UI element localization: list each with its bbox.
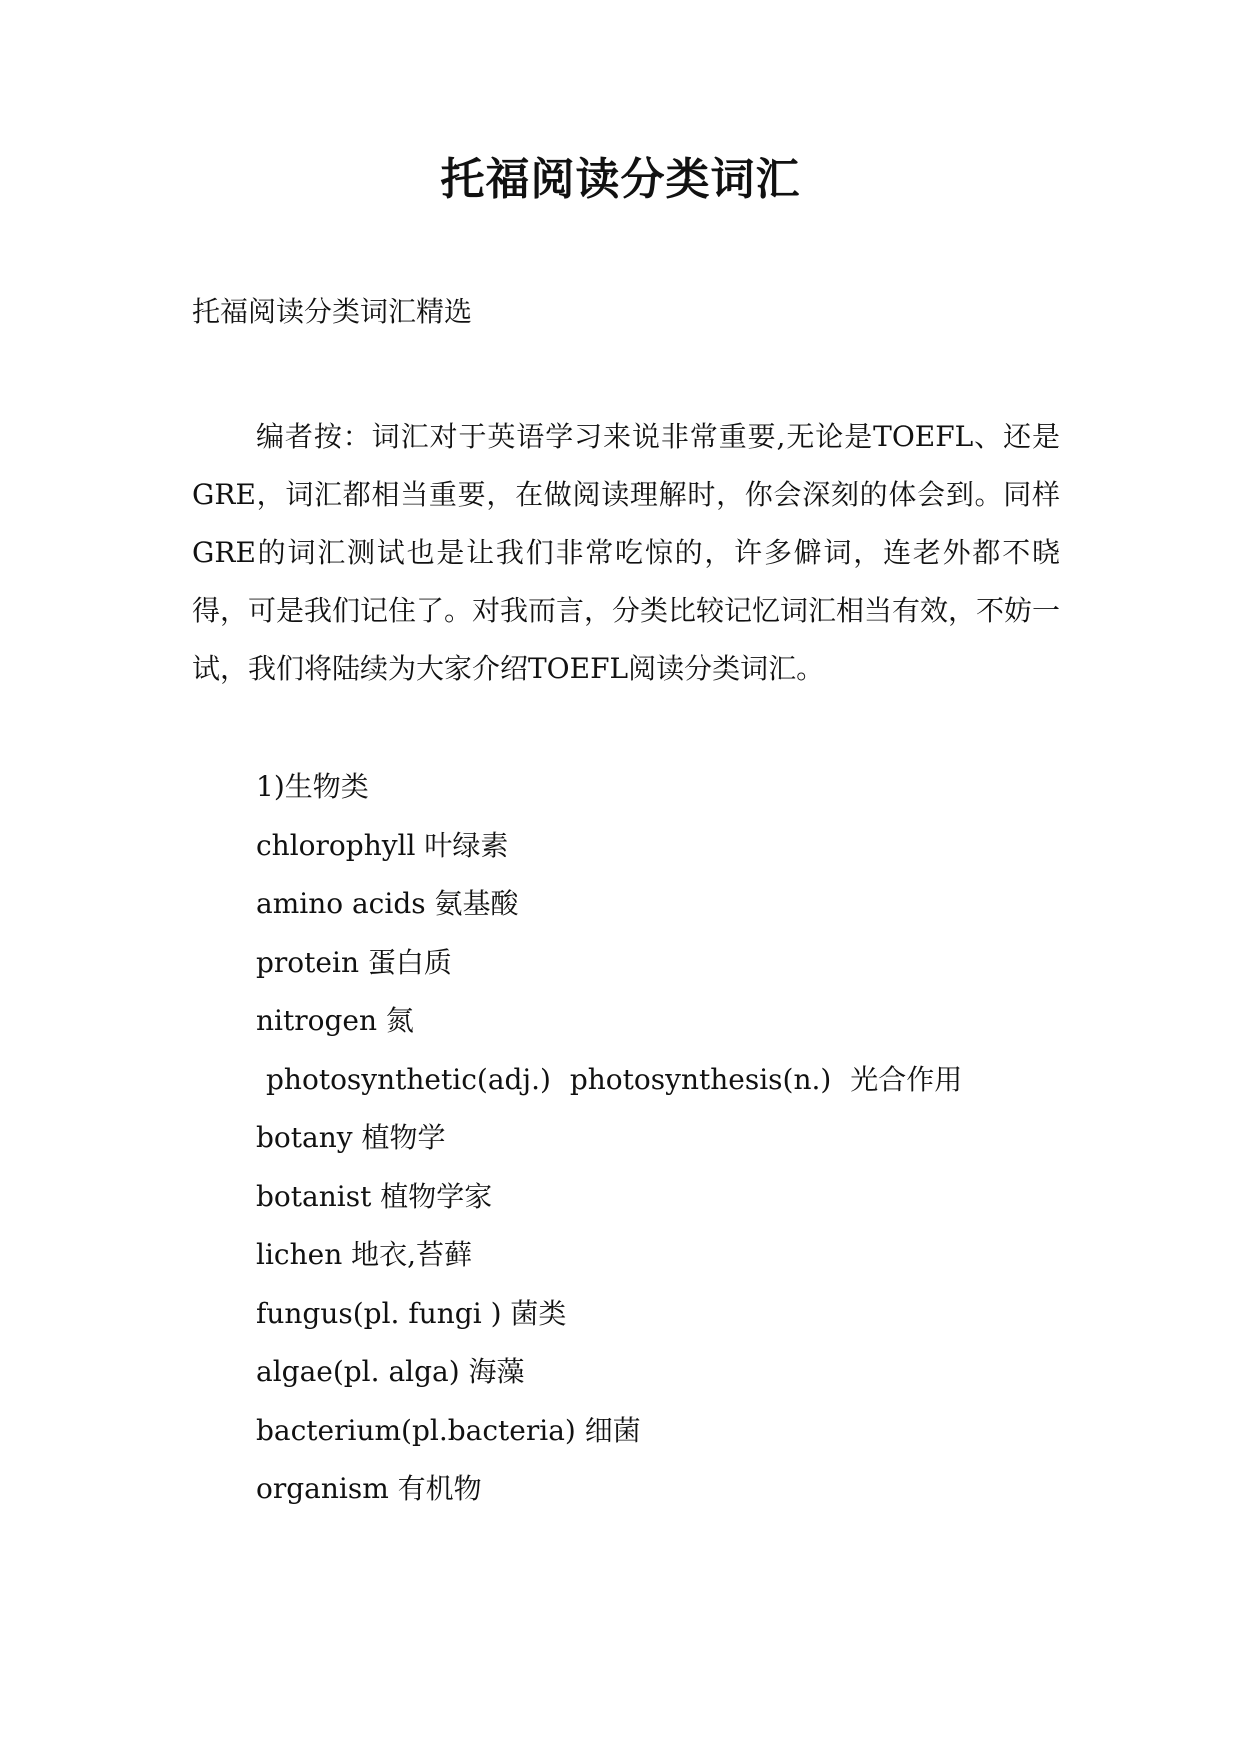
vocabulary-list bbox=[192, 758, 1060, 1519]
vocab-entry: chlorophyll 叶绿素 bbox=[256, 828, 509, 862]
vocab-entry: fungus(pl. fungi ) 菌类 bbox=[256, 1296, 567, 1330]
vocab-entry: bacterium(pl.bacteria) 细菌 bbox=[256, 1413, 641, 1447]
vocab-entry: lichen 地衣,苔藓 bbox=[256, 1238, 473, 1271]
section-heading: 1)生物类 bbox=[256, 770, 369, 803]
vocab-entry-text: photosynthetic(adj.) photosynthesis(n.) 光合作用 bbox=[266, 1062, 963, 1096]
vocab-entry: organism 有机物 bbox=[256, 1472, 482, 1505]
vocab-entry: algae(pl. alga) 海藻 bbox=[256, 1355, 525, 1388]
document-title: 托福阅读分类词汇 bbox=[440, 154, 801, 205]
document-subtitle: 托福阅读分类词汇精选 bbox=[192, 295, 473, 328]
vocab-entry bbox=[192, 1051, 1060, 1110]
vocab-entry: nitrogen 氮 bbox=[256, 1004, 414, 1037]
vocab-entry: botanist 植物学家 bbox=[256, 1179, 493, 1213]
vocab-entry: amino acids 氨基酸 bbox=[256, 887, 519, 920]
vocab-entry: botany 植物学 bbox=[256, 1121, 446, 1154]
vocab-entry: protein 蛋白质 bbox=[256, 945, 452, 979]
editor-preface: 编者按：词汇对于英语学习来说非常重要,无论是TOEFL、还是GRE，词汇都相当重要，在做阅读理解时，你会深刻的体会到。同样GRE的词汇测试也是让我们非常吃惊的，许多僻词，连老外都不晓得，可是我们记住了。对我而言，分类比较记忆词汇相当有效，不妨一试，我们将陆续为大家介绍TOEFL阅读分类词汇。 bbox=[192, 420, 1061, 685]
